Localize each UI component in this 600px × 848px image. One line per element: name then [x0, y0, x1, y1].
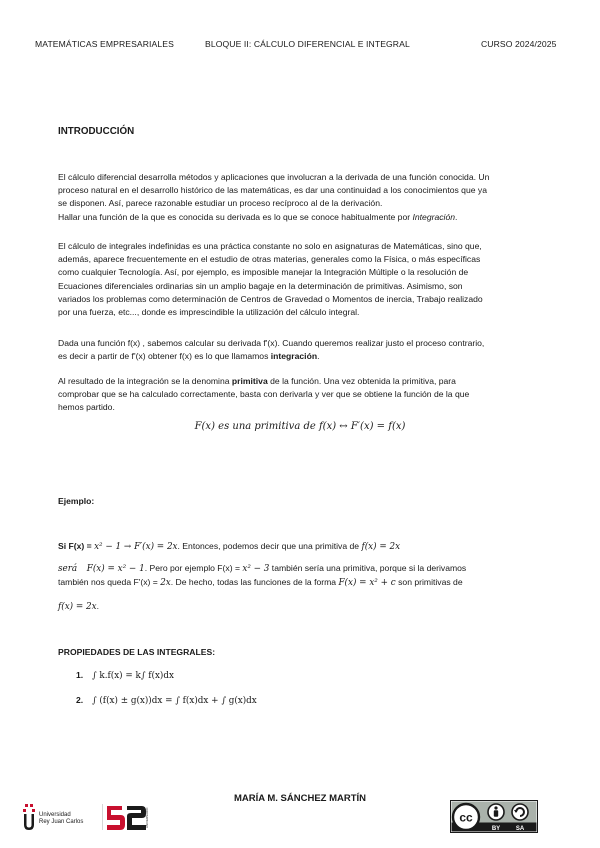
university-name	[39, 812, 83, 826]
bold-term: primitiva	[231, 376, 268, 386]
author-name: MARÍA M. SÁNCHEZ MARTÍN	[233, 793, 367, 804]
text-span: también sería una primitiva, porque si la derivamos	[269, 563, 467, 573]
text-line: El cálculo diferencial desarrolla métodos y aplicaciones que involucran a la derivada de una función conocida. Un	[58, 172, 490, 182]
definition-formula: F(x) es una primitiva de f(x) ↔ F′(x) = f(x)	[194, 421, 406, 432]
example-line-4	[58, 600, 558, 614]
text-span: .	[455, 211, 458, 222]
university-line-2: Rey Juan Carlos	[39, 819, 84, 825]
text-span: también nos queda F'(x) =	[58, 577, 161, 587]
intro-paragraph-2	[58, 240, 548, 319]
text-span: son primitivas de	[395, 577, 463, 587]
license-sa-label: SA	[515, 826, 525, 832]
license-by-label: BY	[491, 826, 501, 832]
university-logo	[22, 802, 152, 832]
text-line: como cualquier Tecnología. Así, por ejemplo, es imposible manejar la Integración Múltiple o la resolución de	[58, 267, 469, 278]
text-line: se disponen. Así, parece razonable estudiar un proceso recíproco al de la derivación.	[58, 198, 383, 209]
text-line: Ecuaciones diferenciales ordinarias sin un amplio bagaje en la determinación de primitivas. Asimismo, son	[58, 280, 463, 291]
math: x² − 3	[242, 564, 270, 574]
math: x² − 1 → F′(x) = 2x	[94, 542, 178, 552]
text-line: por una fuerza, etc..., donde es imprescindible la utilización del cálculo integral.	[58, 307, 360, 318]
math: será	[58, 564, 78, 574]
properties-title: PROPIEDADES DE LAS INTEGRALES:	[58, 647, 216, 657]
example-line-2	[58, 562, 558, 576]
math: F(x) = x² − 1	[86, 564, 145, 574]
text-span: .	[96, 601, 99, 611]
example-line-3	[58, 576, 558, 590]
svg-text:cc: cc	[459, 810, 473, 825]
anniversary-emblem-icon	[102, 802, 150, 832]
text-line: comprobar que se ha calculado correctamente, basta con derivarla y ver que se obtiene la función de la que	[58, 389, 470, 400]
property-formula: ∫ k.f(x) = k∫ f(x)dx	[92, 671, 174, 681]
cc-by-sa-icon	[450, 800, 538, 833]
text-span: . De hecho, todas las funciones de la forma	[170, 577, 339, 587]
property-item	[76, 670, 174, 681]
math: F(x) = x² + c	[338, 578, 396, 588]
property-formula: ∫ (f(x) ± g(x))dx = ∫ f(x)dx + ∫ g(x)dx	[92, 696, 257, 706]
property-number: 2.	[76, 695, 84, 705]
text-line	[58, 211, 548, 224]
text-span: . Pero por ejemplo F(x) =	[144, 563, 243, 573]
header-block: BLOQUE II: CÁLCULO DIFERENCIAL E INTEGRAL	[205, 39, 410, 49]
text-span: . Entonces, podemos decir que una primitiva de	[177, 541, 362, 551]
text-line: Dada una función f(x) , sabemos calcular su derivada f'(x). Cuando queremos realizar justo el proceso contrario,	[58, 338, 485, 348]
example-line-1	[58, 540, 558, 554]
text-line: hemos partido.	[58, 402, 115, 413]
property-number: 1.	[76, 670, 84, 680]
intro-paragraph-1	[58, 171, 548, 224]
property-item	[76, 695, 257, 706]
university-line-1: Universidad	[39, 812, 71, 818]
text-line: además, aparece frecuentemente en el estudio de otras materias, generales como la Física, o más específicas	[58, 254, 481, 265]
math: 2x	[160, 578, 171, 588]
text-line	[58, 375, 548, 388]
text-span: Si F(x) =	[58, 541, 95, 551]
header-subject: MATEMÁTICAS EMPRESARIALES	[35, 39, 174, 49]
intro-paragraph-4	[58, 375, 548, 415]
text-line: variados los problemas como determinación de Centros de Gravedad o Momentos de inercia, Trabajo realizado	[58, 293, 483, 304]
text-span: .	[317, 351, 320, 362]
text-line: El cálculo de integrales indefinidas es una práctica constante no solo en asignaturas de Matemáticas, sino que,	[58, 241, 482, 251]
math: f(x) = 2x	[58, 602, 97, 612]
section-title: INTRODUCCIÓN	[58, 126, 135, 137]
text-span: Hallar una función de la que es conocida su derivada es lo que se conoce habitualmente por	[58, 211, 413, 222]
license-badge	[450, 800, 538, 833]
svg-text:ANIVERSARIO: ANIVERSARIO	[145, 807, 149, 828]
emphasis: Integración	[412, 211, 456, 222]
text-span: Al resultado de la integración se la denomina	[58, 376, 232, 386]
text-line	[58, 350, 548, 363]
example-label: Ejemplo:	[58, 496, 95, 506]
bold-term: integración	[270, 351, 318, 362]
header-course: CURSO 2024/2025	[481, 39, 557, 49]
text-span: de la función. Una vez obtenida la primitiva, para	[267, 376, 456, 386]
intro-paragraph-3	[58, 337, 548, 363]
text-span: es decir a partir de f'(x) obtener f(x) es lo que llamamos	[58, 351, 271, 362]
text-line: proceso natural en el desarrollo histórico de las matemáticas, es dar una continuidad a los conocimientos que ya	[58, 185, 487, 196]
math: f(x) = 2x	[361, 542, 401, 552]
